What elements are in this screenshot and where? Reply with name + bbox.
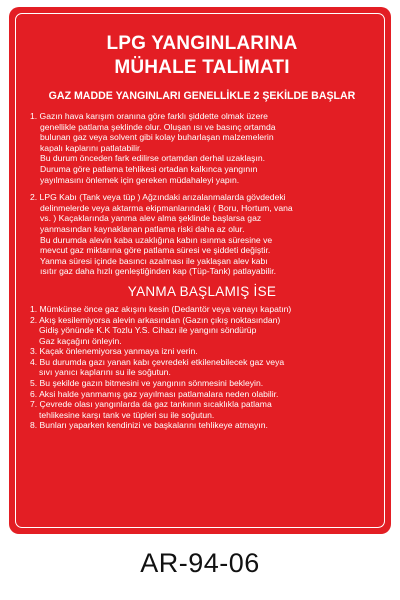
- step-line: tehlikesine karşı tank ve tüpleri su ile soğutun.: [39, 409, 215, 420]
- step-line: 2. Akış kesilemiyorsa alevin arkasından (Gazın çıkış noktasından): [30, 314, 281, 325]
- step-line: Gidiş yönünde K.K Tozlu Y.S. Cihazı ile yangını söndürüp: [39, 325, 257, 336]
- instruction-block-2: [30, 192, 374, 277]
- step-line: 5. Bu şekilde gazın bitmesini ve yangının sönmesini bekleyin.: [30, 378, 264, 389]
- steps-list: [30, 304, 374, 431]
- block2-line: Yanma süresi içinde basıncı azalması ile yaklaşan alev kabı: [40, 255, 268, 266]
- block2-line: Bu durumda alevin kaba uzaklığına kabın ısınma süresine ve: [40, 234, 273, 245]
- block2-line: 2. LPG Kabı (Tank veya tüp ) Ağzındaki arızalanmalarda gövdedeki: [30, 192, 286, 203]
- sign-title: [30, 32, 374, 80]
- block1-line: Duruma göre patlama tehlikesi ortadan kalkınca yangının: [40, 163, 258, 174]
- block1-line: kapalı kaplarını patlatabilir.: [40, 142, 142, 153]
- step-line: 3. Kaçak önlenemiyorsa yanmaya izni verin.: [30, 346, 198, 357]
- safety-sign: [9, 7, 391, 534]
- block1-line: yayılmasını önlemek için gereken müdahaleyi yapın.: [40, 174, 240, 185]
- step-line: 8. Bunları yaparken kendinizi ve başkalarını tehlikeye atmayın.: [30, 420, 268, 431]
- sign-title-line-2: MÜHALE TALİMATI: [114, 57, 290, 78]
- step-line: Gaz kaçağını önleyin.: [39, 335, 122, 346]
- block2-line: mevcut gaz miktarına göre patlama süresi ve şiddeti değiştir.: [40, 245, 271, 256]
- block1-line: bulunan gaz veya solvent gibi kolay buharlaşan malzemelerin: [40, 132, 274, 143]
- step-line: 6. Aksi halde yanmamış gaz yayılması patlamalara neden olabilir.: [30, 388, 279, 399]
- block2-line: yanmasından kaynaklanan patlama riski daha az olur.: [40, 223, 245, 234]
- sign-subtitle: GAZ MADDE YANGINLARI GENELLİKLE 2 ŞEKİLDE BAŞLAR: [48, 90, 356, 102]
- block1-line: Bu durum önceden fark edilirse ortamdan derhal uzaklaşın.: [40, 153, 265, 164]
- block2-line: vs. ) Kaçaklarında yanma alev alma şeklinde başlarsa gaz: [40, 213, 262, 224]
- block2-line: delinmelerde veya aktarma ekipmanlarındaki ( Boru, Hortum, vana: [40, 202, 293, 213]
- section-title-fire-started: YANMA BAŞLAMIŞ İSE: [127, 283, 277, 299]
- step-line: 4. Bu durumda gazı yanan kabı çevredeki etkilenebilecek gaz veya: [30, 356, 285, 367]
- step-line: sıvı yanıcı kaplarını su ile soğutun.: [39, 367, 171, 378]
- sign-inner-border: [15, 13, 385, 528]
- block1-line: 1. Gazın hava karışım oranına göre farklı şiddette olmak üzere: [30, 111, 268, 121]
- product-code: AR-94-06: [140, 548, 260, 578]
- instruction-block-1: [30, 111, 374, 185]
- step-line: 1. Mümkünse önce gaz akışını kesin (Dedantör veya vanayı kapatın): [30, 303, 292, 314]
- block2-line: ısıtır gaz daha hızlı genleştiğinden kap (Tüp-Tank) patlayabilir.: [40, 266, 276, 277]
- step-line: 7. Çevrede olası yangınlarda da gaz tankının sıcaklıkla patlama: [30, 399, 272, 410]
- sign-title-line-1: LPG YANGINLARINA: [106, 33, 298, 54]
- block1-line: genellikle patlama şeklinde olur. Oluşan ısı ve basınç ortamda: [40, 121, 276, 132]
